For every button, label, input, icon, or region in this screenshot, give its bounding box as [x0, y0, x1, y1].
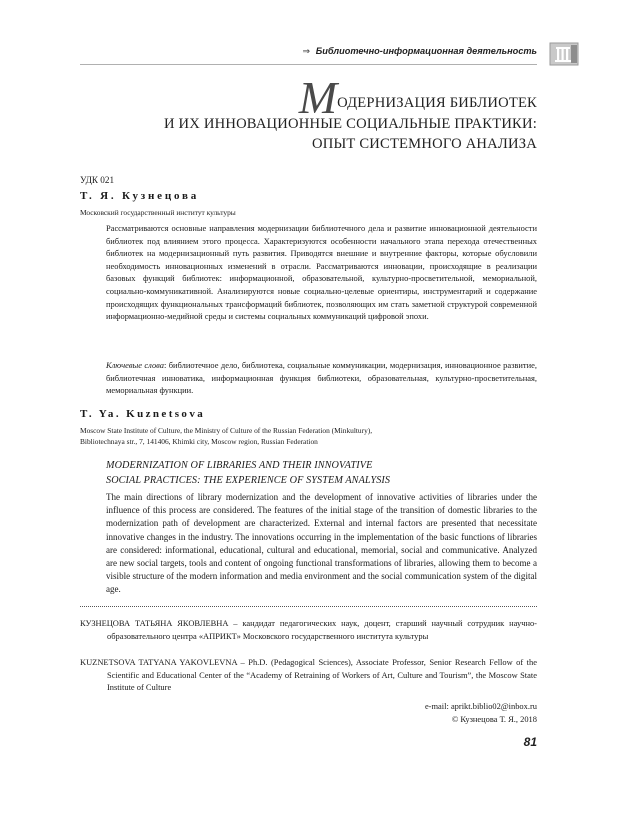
- abstract-en: The main directions of library modernization and the development of innovative activities of libraries under the influence of this process are considered. The features of the initial stage of the transition of domestic libraries to the modernization path of development are characterized. External and internal factors are presented that necessitate innovative changes in the industry. The innovations occurring in the implementation of the basic functions of libraries are considered: informational, educational, cultural and educational, memorial, social and communicative. Analyzed are new social targets, tools and content of ongoing functional transformations of libraries, allowing them to become a visible structure of the modern information and media environment and the social communication system of the digital age.: [106, 492, 537, 595]
- arrow-right-icon: ⇒: [302, 46, 311, 56]
- affiliation-ru: Московский государственный институт культуры: [80, 208, 236, 217]
- author-name-ru: Т. Я. Кузнецова: [80, 190, 200, 202]
- author-name-en: T. Ya. Kuznetsova: [80, 408, 206, 420]
- title-line-3: ОПЫТ СИСТЕМНОГО АНАЛИЗА: [311, 136, 537, 152]
- affiliation-en: [80, 426, 372, 447]
- author-bio-ru: КУЗНЕЦОВА ТАТЬЯНА ЯКОВЛЕВНА – кандидат педагогических наук, доцент, старший научный сотрудник научно-образовательного центра «АПРИКТ» Московского государственного института культуры: [80, 618, 537, 641]
- journal-logo-icon: [549, 40, 579, 68]
- copyright-notice: © Кузнецова Т. Я., 2018: [451, 714, 537, 724]
- keywords-ru: [106, 359, 537, 397]
- title-drop-cap: М: [298, 72, 338, 123]
- running-header: [80, 46, 537, 65]
- page-number: 81: [523, 735, 537, 749]
- keywords-text: : библиотечное дело, библиотека, социальные коммуникации, модернизация, инновационное развитие, библиотечная инноватика, информационная функция библиотеки, образовательная, культурно-просветительная, мемориальная функции.: [106, 360, 537, 396]
- running-header-text: Библиотечно-информационная деятельность: [315, 46, 537, 56]
- udk-code: УДК 021: [80, 175, 115, 185]
- article-title-en: [106, 459, 537, 488]
- title-line-1: ОДЕРНИЗАЦИЯ БИБЛИОТЕК: [337, 95, 537, 111]
- affiliation-en-line-2: Bibliotechnaya str., 7, 141406, Khimki city, Moscow region, Russian Federation: [80, 436, 318, 446]
- title-line-2: И ИХ ИННОВАЦИОННЫЕ СОЦИАЛЬНЫЕ ПРАКТИКИ:: [163, 115, 537, 132]
- affiliation-en-line-1: Moscow State Institute of Culture, the Ministry of Culture of the Russian Federation (Minkultury),: [80, 426, 373, 435]
- keywords-label: Ключевые слова: [106, 360, 164, 370]
- title-en-line-1: MODERNIZATION OF LIBRARIES AND THEIR INNOVATIVE: [106, 460, 373, 471]
- abstract-ru: Рассматриваются основные направления модернизации библиотечного дела и развитие инновационной деятельности библиотек под влиянием этого процесса. Характеризуются особенности начального этапа перехода отечественных библиотек на модернизационный путь развития. Приводятся внешние и внутренние факторы, которые обусловили необходимость инновационных изменений в отрасли. Рассматриваются инновации, происходящие в реализации базовых функций библиотек: информационной, образовательной, культурно-просветительной, мемориальной, социально-коммуникативной. Анализируются новые социально-целевые ориентиры, инструментарий и содержание происходящих функциональных трансформаций библиотек, позволяющих им стать заметной структурой современной информационно-медийной среды и системы социальных коммуникаций цифровой эпохи.: [106, 223, 537, 322]
- author-bio-en: KUZNETSOVA TATYANA YAKOVLEVNA – Ph.D. (Pedagogical Sciences), Associate Professor, Senior Research Fellow of the Scientific and Educational Center of the “Academy of Retraining of Workers of Art, Culture and Tourism”, the Moscow State Institute of Culture: [80, 657, 537, 693]
- author-email[interactable]: e-mail: aprikt.biblio02@inbox.ru: [424, 701, 537, 711]
- article-title-ru: [120, 72, 537, 155]
- title-en-line-2: SOCIAL PRACTICES: THE EXPERIENCE OF SYSTEM ANALYSIS: [106, 474, 391, 486]
- dotted-divider: [80, 606, 537, 607]
